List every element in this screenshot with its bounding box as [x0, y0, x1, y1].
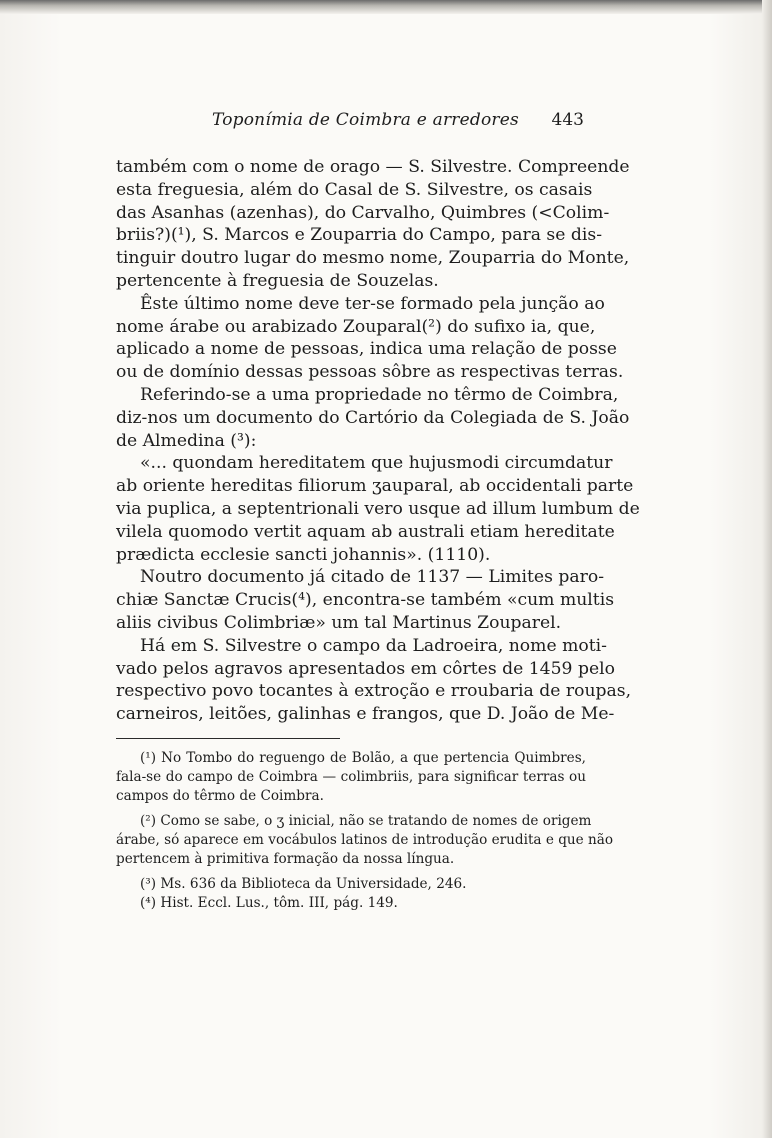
body-line: ab oriente hereditas filiorum ʒauparal, ab occidentali parte	[116, 476, 634, 497]
body-line: Noutro documento já citado de 1137 — Limites paro-	[140, 567, 605, 588]
body-line: respectivo povo tocantes à extroção e rroubaria de roupas,	[116, 681, 632, 702]
body-line: nome árabe ou arabizado Zouparal(²) do sufixo ia, que,	[116, 316, 596, 337]
footnote-1-line: (¹) No Tombo do reguengo de Bolão, a que pertencia Quimbres,	[140, 749, 586, 766]
body-line: tinguir doutro lugar do mesmo nome, Zouparria do Monte,	[116, 248, 630, 269]
scan-right-edge	[762, 0, 772, 1138]
body-text	[116, 156, 640, 726]
body-line: carneiros, leitões, galinhas e frangos, que D. João de Me-	[116, 704, 615, 725]
text-block	[116, 110, 640, 913]
body-line: pertencente à freguesia de Souzelas.	[116, 270, 439, 291]
body-line: de Almedina (³):	[116, 430, 257, 451]
body-line: Referindo-se a uma propriedade no têrmo de Coimbra,	[140, 384, 619, 405]
footnote-1-line: campos do têrmo de Coimbra.	[116, 787, 324, 804]
footnote-2-line: pertencem à primitiva formação da nossa língua.	[116, 850, 455, 867]
footnote-4-line: (⁴) Hist. Eccl. Lus., tôm. III, pág. 149.	[140, 894, 398, 911]
body-line: vilela quomodo vertit aquam ab australi etiam hereditate	[116, 521, 615, 542]
running-title: Toponímia de Coimbra e arredores	[212, 110, 519, 130]
footnote-2-line: árabe, só aparece em vocábulos latinos de introdução erudita e que não	[116, 831, 614, 848]
body-line: das Asanhas (azenhas), do Carvalho, Quimbres (<Colim-	[116, 202, 610, 223]
body-line: esta freguesia, além do Casal de S. Silvestre, os casais	[116, 179, 593, 200]
body-line: briis?)(¹), S. Marcos e Zouparria do Campo, para se dis-	[116, 225, 603, 246]
body-line: Há em S. Silvestre o campo da Ladroeira, nome moti-	[140, 635, 607, 656]
footnote-3-line: (³) Ms. 636 da Biblioteca da Universidade, 246.	[140, 875, 467, 892]
footnote-2-line: (²) Como se sabe, o ʒ inicial, não se tratando de nomes de origem	[140, 812, 592, 829]
body-line: «... quondam hereditatem que hujusmodi circumdatur	[140, 453, 613, 474]
body-line: prædicta ecclesie sancti johannis». (1110).	[116, 544, 491, 565]
body-line: via puplica, a septentrionali vero usque ad illum lumbum de	[116, 498, 640, 519]
body-line: aplicado a nome de pessoas, indica uma relação de posse	[116, 339, 617, 360]
body-line: aliis civibus Colimbriæ» um tal Martinus Zouparel.	[116, 612, 562, 633]
body-line: Êste último nome deve ter-se formado pela junção ao	[140, 293, 605, 314]
footnote-1-line: fala-se do campo de Coimbra — colimbriis, para significar terras ou	[116, 768, 586, 785]
scan-top-edge	[0, 0, 772, 14]
running-head	[116, 110, 586, 144]
body-line: diz-nos um documento do Cartório da Colegiada de S. João	[116, 407, 630, 428]
body-line: também com o nome de orago — S. Silvestre. Compreende	[116, 157, 630, 177]
footnote-rule	[116, 738, 340, 739]
body-line: ou de domínio dessas pessoas sôbre as respectivas terras.	[116, 362, 624, 383]
body-line: vado pelos agravos apresentados em côrtes de 1459 pelo	[116, 658, 615, 679]
page-number: 443	[551, 110, 584, 130]
footnotes	[116, 749, 614, 913]
body-line: chiæ Sanctæ Crucis(⁴), encontra-se também «cum multis	[116, 590, 615, 611]
